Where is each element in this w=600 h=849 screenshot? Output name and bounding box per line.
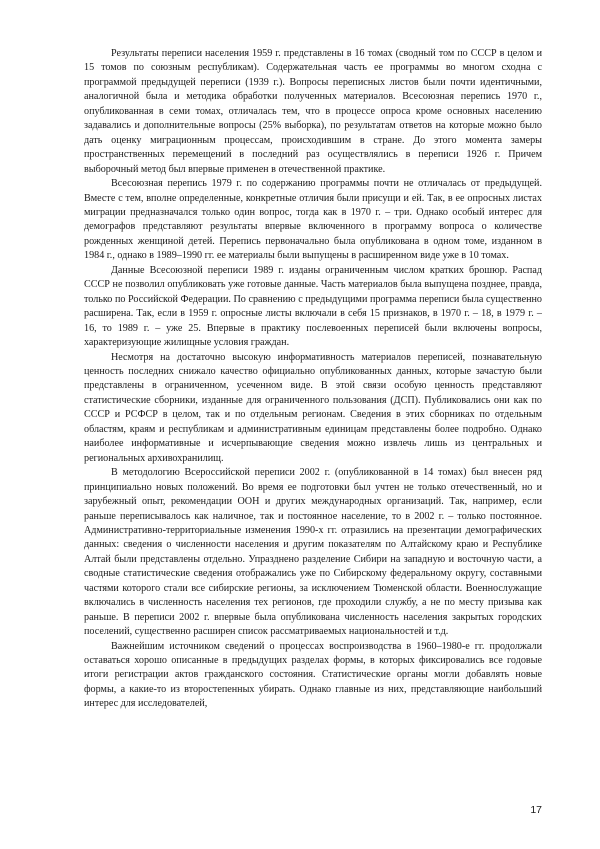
paragraph-restricted-publications: Несмотря на достаточно высокую информативность материалов переписей, познавательную ценность последних снижало качество официально опубликованных данных, которые зачастую были представлены в ограниченном, усеченном виде. В этой связи особую ценность представляют статистические сборники, изданные для ограниченного пользования (ДСП). Публиковались они как по СССР и РСФСР в целом, так и по отдельным регионам. Сведения в этих сборниках по отдельным областям, краям и республикам и административным единицам представлены более подробно. Однако наиболее информативные и исчерпывающие сведения можно извлечь лишь из центральных и региональных архивохранилищ. [84, 351, 542, 464]
paragraph-census-1959-1970: Результаты переписи населения 1959 г. представлены в 16 томах (сводный том по СССР в целом и 15 томов по союзным республикам). Содержательная часть ее программы во многом сходна с программой предыдущей переписи (1939 г.). Вопросы переписных листов были почти идентичными, аналогичной была и методика обработки полученных материалов. Всесоюзная перепись 1970 г., опубликованная в семи томах, отличалась тем, что в процессе опроса кроме основных населению задавались и дополнительные вопросы (25% выборка), по результатам ответов на которые можно было дать оценку миграционным процессам, происходившим в стране. До этого момента замеры пространственных перемещений в последний раз осуществлялись в переписи 1926 г. Причем выборочный метод был впервые применен в отечественной практике. [84, 48, 542, 175]
page-number: 17 [530, 804, 542, 816]
document-body [84, 47, 542, 712]
paragraph-reproduction-sources: Важнейшим источником сведений о процессах воспроизводства в 1960–1980-е гг. продолжали оставаться хорошо описанные в предыдущих разделах формы, в которых фиксировались все годовые итоги регистрации актов гражданского состояния. Статистические органы могли добавлять новые формы, а какие-то из второстепенных убирать. Однако главные из них, представляющие наибольший интерес для исследователей, [84, 640, 542, 710]
paragraph-census-2002: В методологию Всероссийской переписи 2002 г. (опубликованной в 14 томах) был внесен ряд принципиально новых положений. Во время ее подготовки был учтен не только отечественный, но и зарубежный опыт, рекомендации ООН и других международных организаций. Так, например, если раньше переписывалось как наличное, так и постоянное население, то в 2002 г. – только постоянное. Административно-территориальные изменения 1990-х гг. отразились на презентации демографических данных: сведения о численности населения и другим показателям по Алтайскому краю и Республике Алтай были представлены отдельно. Упразднено разделение Сибири на западную и восточную части, а сводные статистические сведения отображались уже по Сибирскому федеральному округу, составными частями которого стали все сибирские регионы, за исключением Тюменской области. Военнослужащие включались в численность населения тех регионов, где проходили службу, а не по месту призыва как раньше. В переписи 2002 г. впервые была опубликована численность населения закрытых городских поселений, существенно расширен список рассматриваемых национальностей и т.д. [84, 467, 542, 638]
paragraph-census-1989: Данные Всесоюзной переписи 1989 г. изданы ограниченным числом кратких брошюр. Распад СССР не позволил опубликовать уже готовые данные. Часть материалов была выпущена позднее, правда, только по Российской Федерации. По сравнению с предыдущими программа переписи была существенно расширена. Так, если в 1959 г. опросные листы включали в себя 15 признаков, в 1970 г. – 18, в 1979 г. – 16, то 1989 г. – уже 25. Впервые в практику послевоенных переписей были включены вопросы, характеризующие жилищные условия граждан. [84, 264, 542, 349]
paragraph-census-1979: Всесоюзная перепись 1979 г. по содержанию программы почти не отличалась от предыдущей. Вместе с тем, вполне определенные, конкретные отличия были присущи и ей. Так, в ее опросных листах миграции предназначался только один вопрос, тогда как в 1970 г. – три. Однако особый интерес для демографов представляют результаты впервые включенного в программу вопроса о количестве рожденных женщиной детей. Перепись первоначально была опубликована в одном томе, изданном в 1984 г., однако в 1989–1990 гг. ее материалы были выпущены в расширенном виде уже в 10 томах. [84, 178, 542, 262]
